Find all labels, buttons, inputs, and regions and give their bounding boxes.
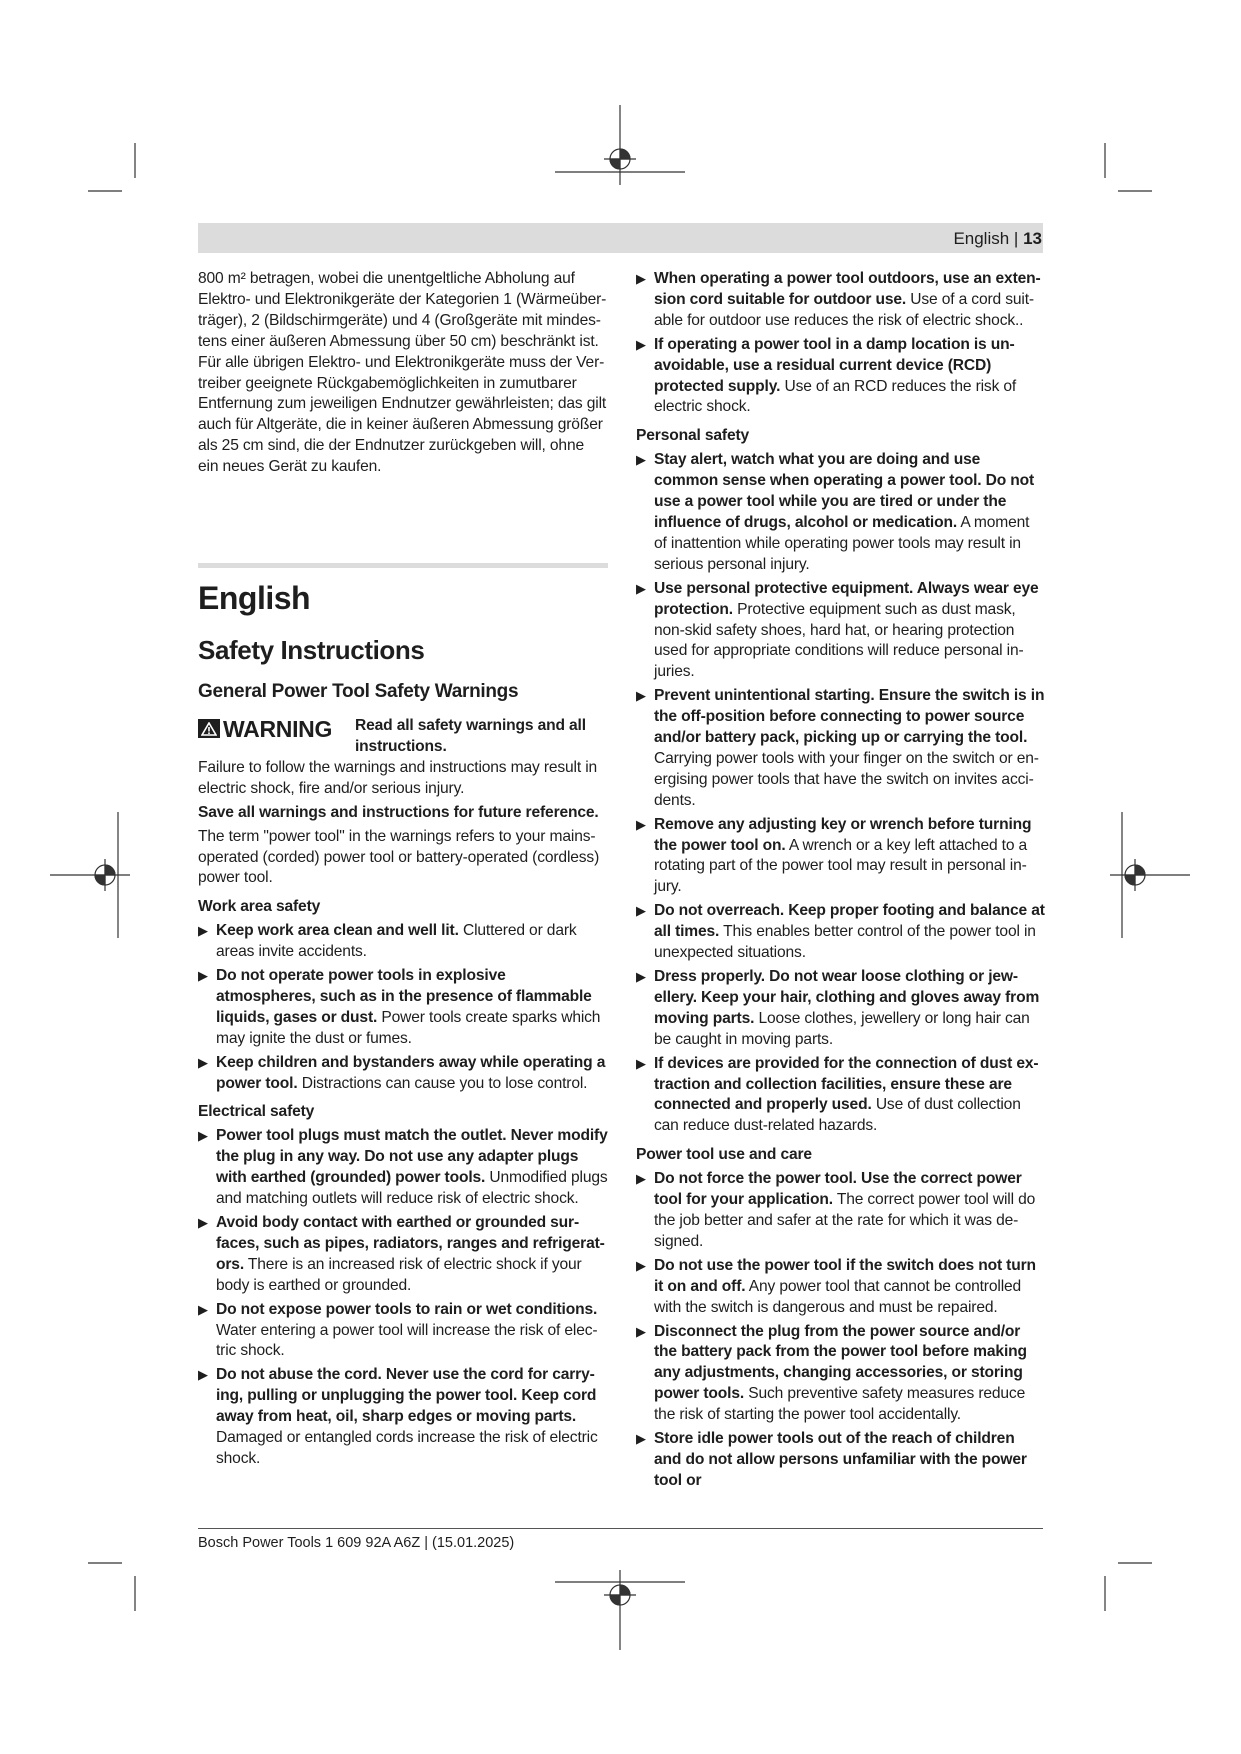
list-item: ▶ Do not overreach. Keep proper footing and balance at all times. This enables better control of the power tool in unexpected situations.	[636, 902, 1045, 962]
list-item: ▶ Do not use the power tool if the switch does not turn it on and off. Any power tool that cannot be controlled with the switch is dangerous and must be repaired.	[636, 1256, 1036, 1316]
registration-mark-top	[555, 105, 685, 185]
intro-paragraph: 800 m² betragen, wobei die unentgeltliche Abholung auf Elektro- und Elektronikgeräte der Kategorien 1 (Wärmeüberträger), 2 (Bildschirmgeräte) und 4 (Großgeräte mit mindestens einer äußeren Abmessung über 50 cm) beschränkt ist. Für alle übrigen Elektro- und Elektronikgeräte muss der Vertreiber geeignete Rückgabemöglichkeiten in zumutbarer Entfernung zum jeweiligen Endnutzer gewährleisten; das gilt auch für Altgeräte, die in keiner äußeren Abmessung größer als 25 cm sind, die der Endnutzer zurückgeben will, ohne ein neues Gerät zu kaufen.	[198, 270, 607, 476]
list-item: ▶ Store idle power tools out of the reach of children and do not allow persons unfamiliar with the power tool or	[636, 1430, 1027, 1489]
running-header: English | 13	[953, 229, 1042, 248]
list-item: ▶ Stay alert, watch what you are doing and use common sense when operating a power tool. Do not use a power tool while you are tired or under the influence of drugs, alcohol or medication. A moment of inattention while operating power tools may result in serious personal injury.	[636, 451, 1035, 573]
right-column	[636, 269, 1046, 1492]
tool-use-heading: Power tool use and care	[636, 1146, 812, 1164]
registration-mark-bottom	[555, 1570, 685, 1650]
warning-triangle-icon	[198, 719, 220, 738]
list-item: ▶ When operating a power tool outdoors, use an extension cord suitable for outdoor use. Use of a cord suitable for outdoor use reduces the risk of electric shock..	[636, 270, 1041, 329]
work-area-heading: Work area safety	[198, 898, 321, 916]
footer: Bosch Power Tools 1 609 92A A6Z | (15.01.2025)	[198, 1535, 515, 1551]
warning-label	[198, 716, 355, 758]
list-item: ▶ Prevent unintentional starting. Ensure the switch is in the off-position before connecting to power source and/or battery pack, picking up or carrying the tool. Carrying power tools with your finger on the switch or energising power tools that have the switch on invites accidents.	[636, 687, 1045, 809]
list-item: ▶ Dress properly. Do not wear loose clothing or jewellery. Keep your hair, clothing and gloves away from moving parts. Loose clothes, jewellery or long hair can be caught in moving parts.	[636, 968, 1040, 1048]
list-item: ▶ If devices are provided for the connection of dust extraction and collection facilities, ensure these are connected and properly used. Use of dust collection can reduce dust-related hazards.	[636, 1054, 1039, 1135]
list-item: ▶ Use personal protective equipment. Always wear eye protection. Protective equipment such as dust mask, non-skid safety shoes, hard hat, or hearing protection used for appropriate conditions will reduce personal injuries.	[636, 579, 1039, 681]
list-item: ▶ Disconnect the plug from the power source and/or the battery pack from the power tool before making any adjustments, changing accessories, or storing power tools. Such preventive safety measures reduce the risk of starting the power tool accidentally.	[636, 1322, 1027, 1424]
list-item: ▶ Do not expose power tools to rain or wet conditions. Water entering a power tool will increase the risk of electric shock.	[198, 1300, 598, 1360]
list-item: ▶ If operating a power tool in a damp location is unavoidable, use a residual current device (RCD) protected supply. Use of an RCD reduces the risk of electric shock.	[636, 335, 1017, 416]
registration-mark-left	[50, 812, 130, 938]
section-title: Safety Instructions	[198, 635, 425, 666]
header-bar	[198, 223, 1043, 253]
list-item: ▶ Keep children and bystanders away while operating a power tool. Distractions can cause you to lose control.	[198, 1053, 606, 1092]
list-item: ▶ Do not abuse the cord. Never use the cord for carrying, pulling or unplugging the power tool. Keep cord away from heat, oil, sharp edges or moving parts. Damaged or entangled cords increase the risk of electric shock.	[198, 1366, 598, 1467]
list-item: ▶ Remove any adjusting key or wrench before turning the power tool on. A wrench or a key left attached to a rotating part of the power tool may result in personal injury.	[636, 815, 1032, 896]
registration-mark-right	[1110, 812, 1190, 938]
header-language: English	[953, 229, 1010, 248]
page-number: 13	[1023, 229, 1042, 248]
definition-paragraph: The term "power tool" in the warnings refers to your mains-operated (corded) power tool or battery-operated (cordless) power tool.	[198, 827, 600, 887]
footer-rule	[198, 1528, 1043, 1529]
list-item: ▶ Do not force the power tool. Use the correct power tool for your application. The correct power tool will do the job better and safer at the rate for which it was designed.	[636, 1170, 1036, 1250]
save-instructions: Save all warnings and instructions for future reference.	[198, 803, 599, 821]
warning-block	[198, 716, 608, 758]
list-item: ▶ Keep work area clean and well lit. Cluttered or dark areas invite accidents.	[198, 922, 577, 961]
warning-text: Failure to follow the warnings and instructions may result in electric shock, fire and/or serious injury.	[198, 758, 598, 797]
language-title: English	[198, 580, 311, 617]
warning-bold: Read all safety warnings and all instructions.	[355, 717, 586, 755]
list-item: ▶ Do not operate power tools in explosive atmospheres, such as in the presence of flammable liquids, gases or dust. Power tools create sparks which may ignite the dust or fumes.	[198, 967, 601, 1047]
list-item: ▶ Avoid body contact with earthed or grounded surfaces, such as pipes, radiators, ranges and refrigerators. There is an increased risk of electric shock if your body is earthed or grounded.	[198, 1214, 605, 1294]
section-separator	[198, 563, 608, 568]
personal-safety-heading: Personal safety	[636, 427, 750, 445]
list-item: ▶ Power tool plugs must match the outlet. Never modify the plug in any way. Do not use any adapter plugs with earthed (grounded) power tools. Unmodified plugs and matching outlets will reduce risk of electric shock.	[198, 1127, 608, 1208]
warning-word: WARNING	[223, 716, 333, 743]
left-column	[198, 269, 608, 1470]
electrical-heading: Electrical safety	[198, 1103, 315, 1121]
subsection-title: General Power Tool Safety Warnings	[198, 681, 519, 703]
